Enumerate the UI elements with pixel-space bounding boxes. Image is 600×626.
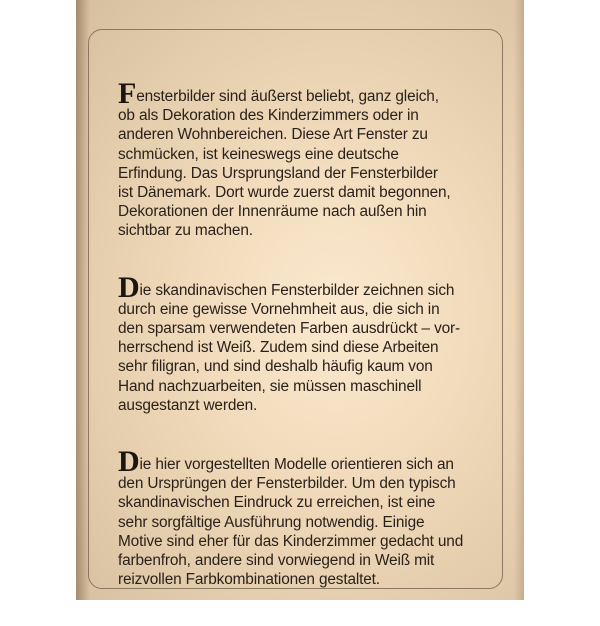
text-line: Dekorationen der Innenräume nach außen hin	[118, 203, 427, 221]
text-line: ob als Dekoration des Kinderzimmers oder in	[118, 107, 419, 125]
paragraph-2	[118, 270, 484, 415]
text-line: sehr sorgfältige Ausführung notwendig. Einige	[118, 513, 425, 531]
text-line: anderen Wohnbereichen. Diese Art Fenster zu	[118, 126, 428, 144]
text-line: ist Dänemark. Dort wurde zuerst damit begonnen,	[118, 184, 451, 202]
text-line: skandinavischen Eindruck zu erreichen, ist eine	[118, 494, 436, 512]
text-line: den sparsam verwendeten Farben ausdrückt – vor-	[118, 320, 460, 338]
body-text	[118, 77, 484, 626]
paragraph-3	[118, 445, 484, 589]
page-edge-shadow	[514, 0, 524, 600]
text-line: ausgestanzt werden.	[118, 396, 258, 414]
text-line: schmücken, ist keineswegs eine deutsche	[118, 145, 399, 163]
book-page	[76, 0, 524, 600]
text-line: Die skandinavischen Fensterbilder zeichnen sich	[118, 270, 455, 304]
text-line: sehr filigran, und sind deshalb häufig kaum von	[118, 358, 433, 376]
paragraph-1	[118, 77, 484, 241]
text-line: herrschend ist Weiß. Zudem sind diese Arbeiten	[118, 339, 439, 357]
text-line: farbenfroh, andere sind vorwiegend in Weiß mit	[118, 552, 435, 570]
text-line: Fensterbilder sind äußerst beliebt, ganz gleich,	[118, 77, 439, 110]
drop-cap: D	[118, 445, 140, 479]
text-line: Hand nachzuarbeiten, sie müssen maschinell	[118, 377, 422, 395]
drop-cap: D	[118, 270, 140, 304]
text-line: reizvollen Farbkombinationen gestaltet.	[118, 571, 380, 589]
text-line: sichtbar zu machen.	[118, 222, 253, 240]
text-line: Motive sind eher für das Kinderzimmer gedacht und	[118, 532, 464, 550]
text-line: Erfindung. Das Ursprungsland der Fensterbilder	[118, 164, 438, 182]
text-line: Die hier vorgestellten Modelle orientieren sich an	[118, 445, 454, 479]
drop-cap: F	[118, 77, 137, 110]
text-line: den Ursprüngen der Fensterbilder. Um den typisch	[118, 475, 456, 493]
text-line: durch eine gewisse Vornehmheit aus, die sich in	[118, 300, 440, 318]
